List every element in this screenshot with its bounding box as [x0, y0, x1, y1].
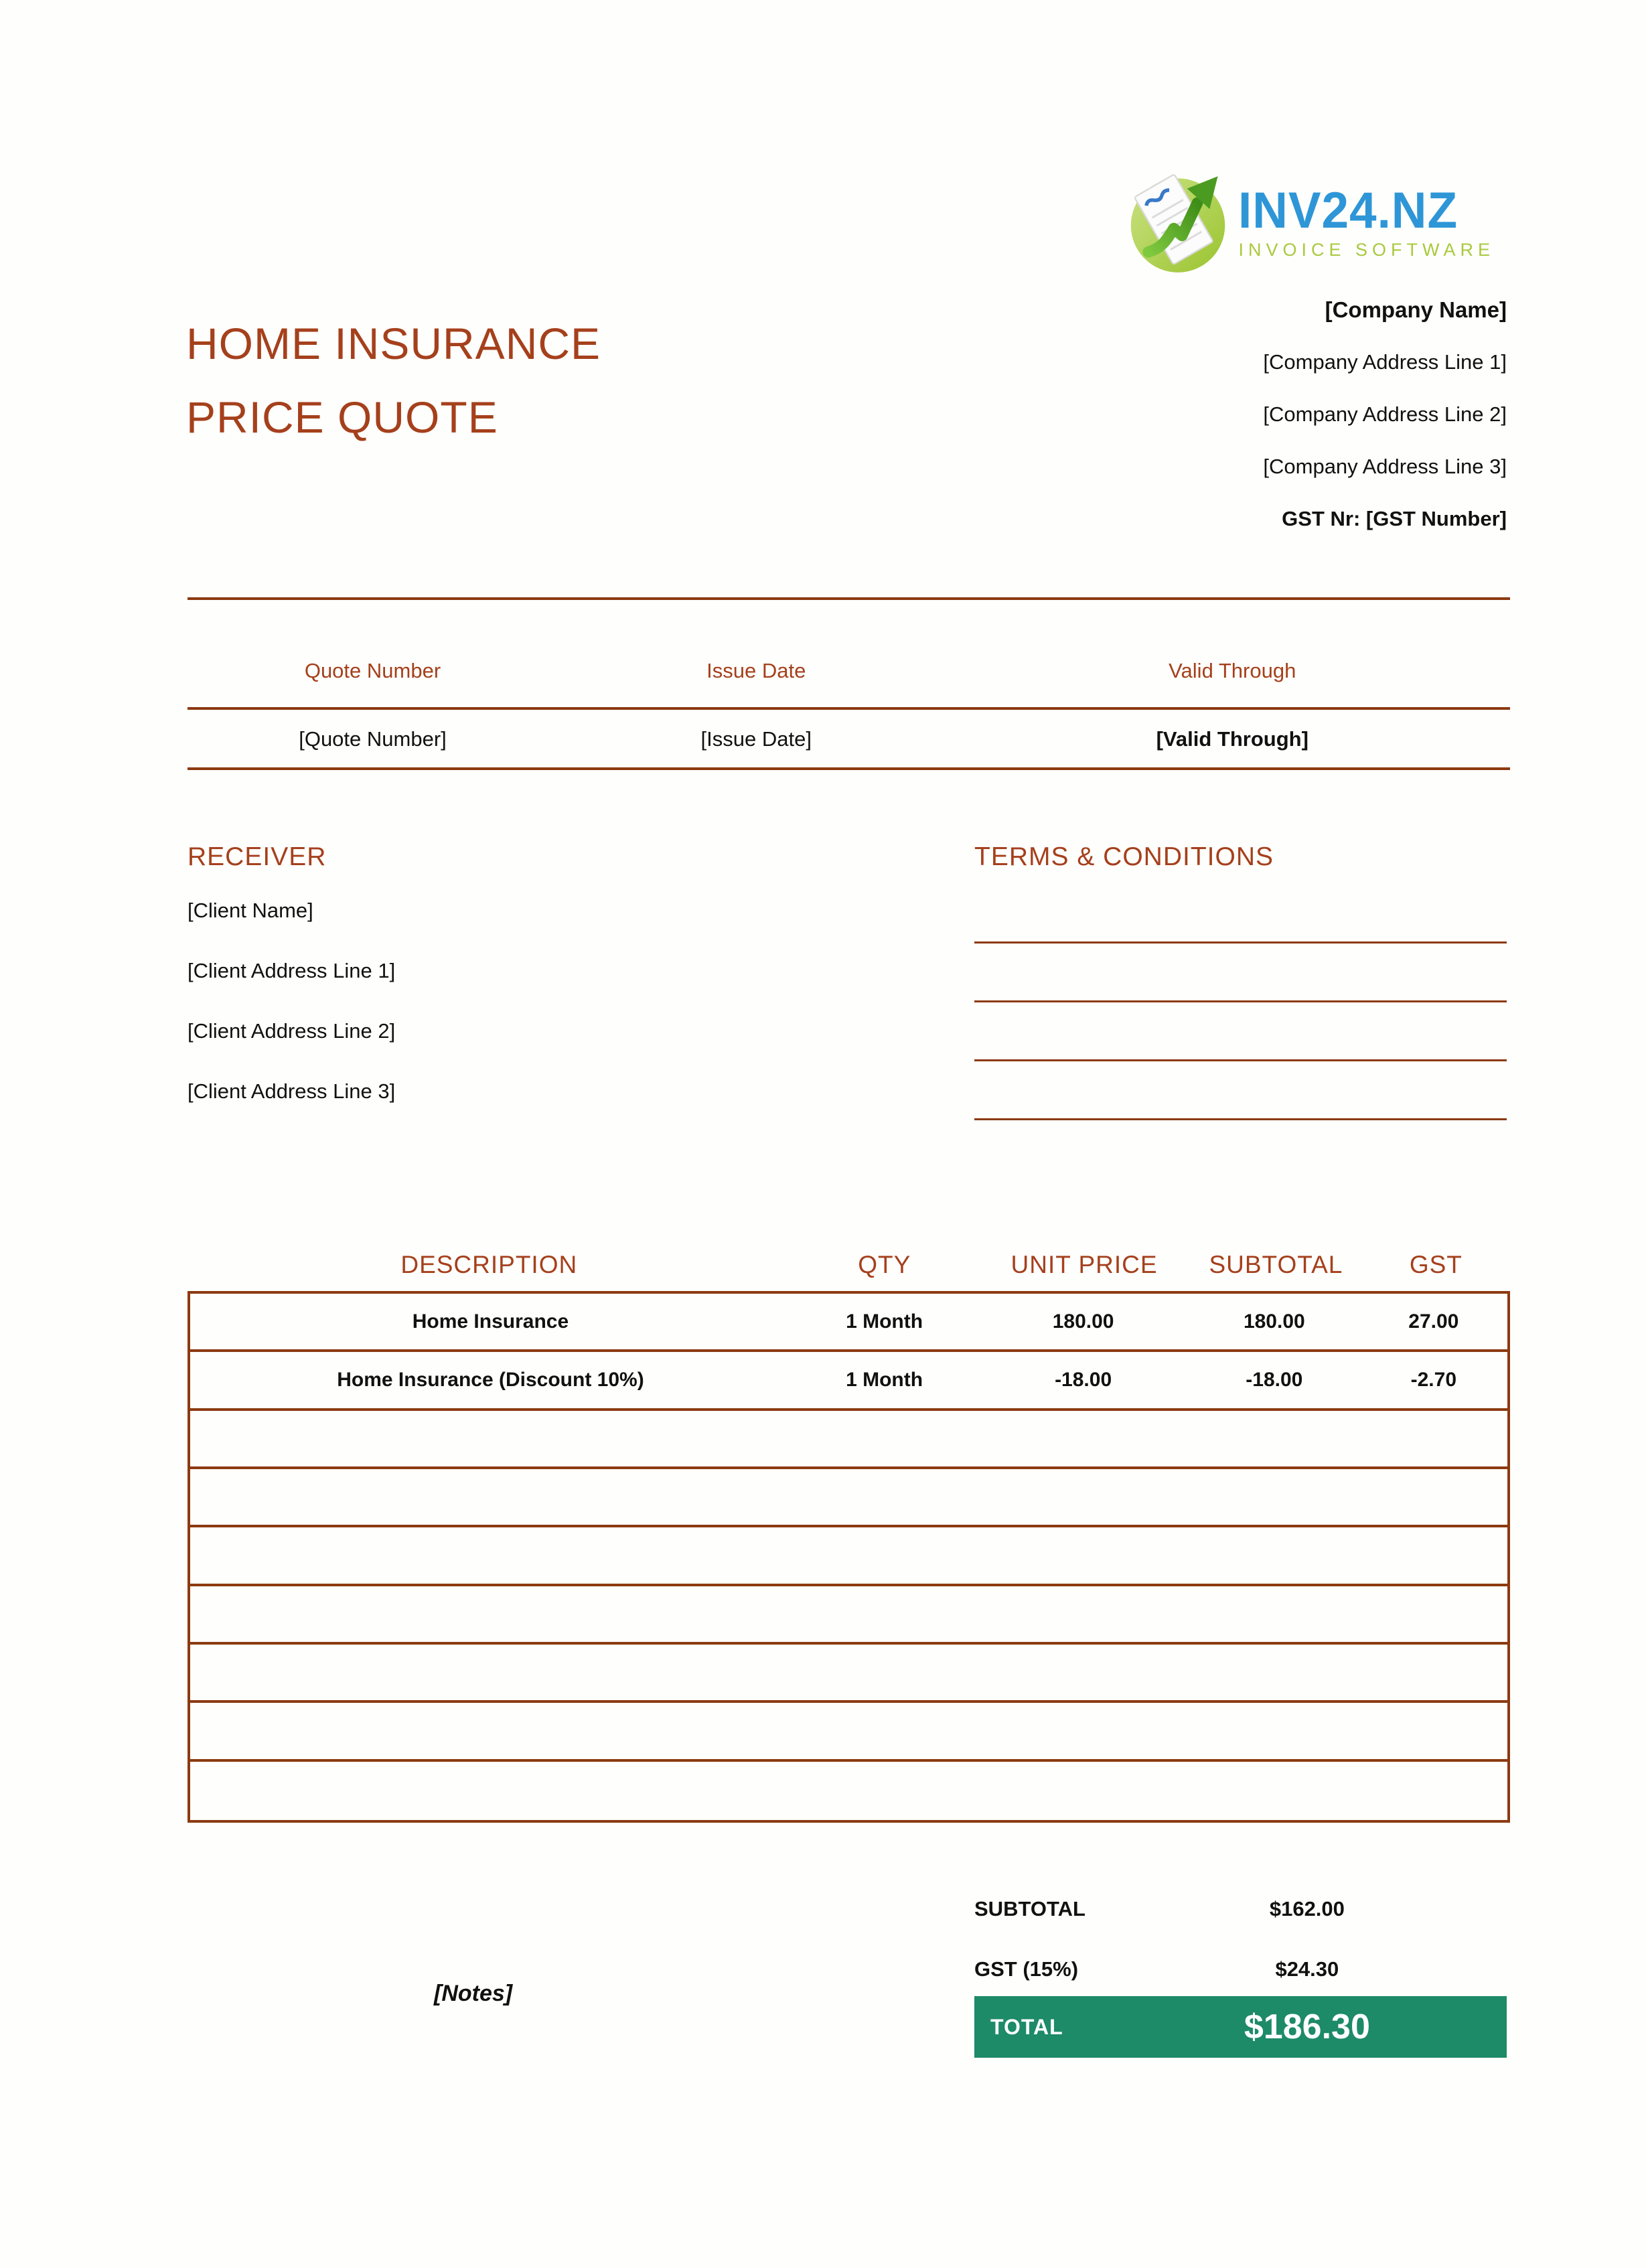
- logo-tagline-text: INVOICE SOFTWARE: [1238, 239, 1495, 260]
- terms-blank-line: [974, 1000, 1507, 1002]
- company-gst-number: GST Nr: [GST Number]: [1282, 507, 1507, 530]
- item-row-empty: [190, 1586, 1507, 1645]
- item-gst-cell: -2.70: [1410, 1368, 1457, 1391]
- item-row: [190, 1352, 1507, 1410]
- item-description-cell: Home Insurance: [412, 1310, 569, 1333]
- total-band: [974, 1996, 1507, 2058]
- terms-blank-line: [974, 1059, 1507, 1061]
- description-header: DESCRIPTION: [400, 1251, 578, 1278]
- terms-heading: TERMS & CONDITIONS: [974, 842, 1274, 871]
- company-name: [Company Name]: [1325, 297, 1507, 322]
- item-row: [190, 1294, 1507, 1352]
- item-subtotal-cell: 180.00: [1243, 1310, 1305, 1333]
- total-label: TOTAL: [990, 2014, 1063, 2039]
- divider: [188, 767, 1510, 770]
- receiver-heading: RECEIVER: [188, 842, 327, 871]
- quote-info-header-row: [188, 659, 1510, 683]
- items-header-row: [188, 1251, 1510, 1279]
- item-row-empty: [190, 1645, 1507, 1703]
- item-row-empty: [190, 1762, 1507, 1820]
- item-row-empty: [190, 1527, 1507, 1586]
- terms-blank-line: [974, 941, 1507, 943]
- page-title-line-1: HOME INSURANCE: [186, 319, 601, 368]
- quote-number-value: [Quote Number]: [299, 727, 447, 751]
- item-unit-price-cell: -18.00: [1055, 1368, 1112, 1391]
- gst-row: [974, 1957, 1507, 1981]
- subtotal-value: $162.00: [1269, 1897, 1345, 1920]
- page-title-line-2: PRICE QUOTE: [186, 392, 498, 442]
- item-description-cell: Home Insurance (Discount 10%): [337, 1368, 644, 1391]
- client-address-line-1: [Client Address Line 1]: [188, 959, 396, 982]
- client-name: [Client Name]: [188, 899, 313, 922]
- quote-number-header: Quote Number: [304, 659, 441, 682]
- issue-date-value: [Issue Date]: [700, 727, 812, 751]
- gst-label: GST (15%): [974, 1957, 1079, 1981]
- qty-header: QTY: [858, 1251, 911, 1278]
- total-value: $186.30: [1244, 2008, 1370, 2046]
- company-address-line-2: [Company Address Line 2]: [1263, 402, 1507, 426]
- divider: [188, 597, 1510, 600]
- gst-value: $24.30: [1275, 1957, 1339, 1981]
- company-block: [1263, 299, 1507, 560]
- quote-info-value-row: [188, 727, 1510, 751]
- inv24-logo: [1122, 166, 1495, 279]
- receiver-block: [188, 899, 395, 1140]
- page-title: [186, 307, 601, 454]
- item-row-empty: [190, 1469, 1507, 1527]
- invoice-arrow-icon: [1122, 166, 1234, 279]
- item-subtotal-cell: -18.00: [1246, 1368, 1303, 1391]
- notes-placeholder: [Notes]: [434, 1981, 513, 2006]
- item-gst-cell: 27.00: [1408, 1310, 1459, 1333]
- client-address-line-3: [Client Address Line 3]: [188, 1079, 396, 1103]
- company-address-line-3: [Company Address Line 3]: [1263, 455, 1507, 478]
- unit-price-header: UNIT PRICE: [1011, 1251, 1158, 1278]
- items-table: [188, 1291, 1510, 1823]
- valid-through-header: Valid Through: [1169, 659, 1296, 682]
- terms-blank-line: [974, 1118, 1507, 1120]
- subtotal-row: [974, 1897, 1507, 1921]
- client-address-line-2: [Client Address Line 2]: [188, 1019, 396, 1043]
- issue-date-header: Issue Date: [706, 659, 806, 682]
- item-row-empty: [190, 1411, 1507, 1469]
- item-unit-price-cell: 180.00: [1052, 1310, 1114, 1333]
- item-qty-cell: 1 Month: [846, 1368, 923, 1391]
- logo-brand-text: INV24.NZ: [1238, 181, 1458, 239]
- item-qty-cell: 1 Month: [846, 1310, 923, 1333]
- subtotal-label: SUBTOTAL: [974, 1897, 1086, 1920]
- company-address-line-1: [Company Address Line 1]: [1263, 350, 1507, 374]
- terms-blank-lines: [974, 941, 1507, 1177]
- divider: [188, 707, 1510, 710]
- item-row-empty: [190, 1703, 1507, 1761]
- subtotal-header: SUBTOTAL: [1209, 1251, 1343, 1278]
- valid-through-value: [Valid Through]: [1156, 727, 1308, 751]
- gst-header: GST: [1409, 1251, 1463, 1278]
